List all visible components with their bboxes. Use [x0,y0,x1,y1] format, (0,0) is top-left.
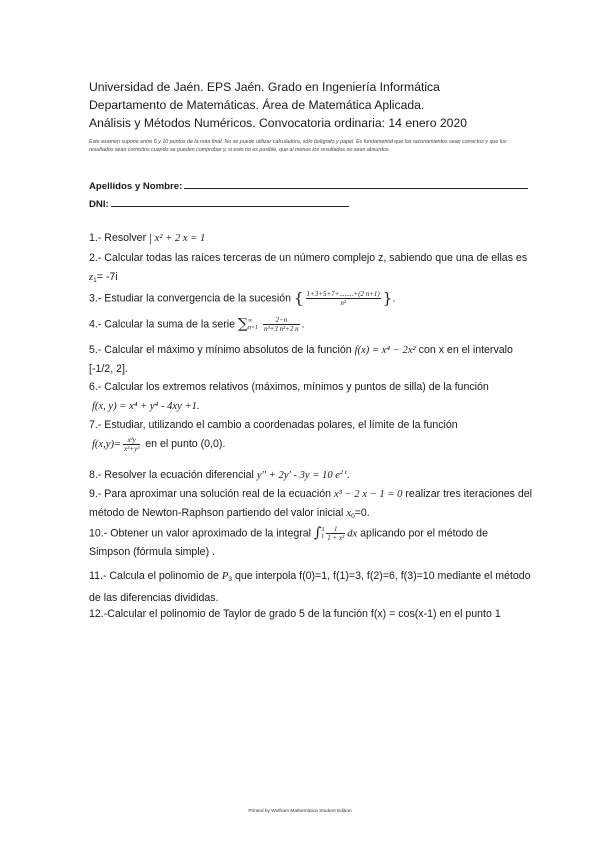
dni-label: DNI: [89,199,109,210]
header-department: Departamento de Matemáticas. Área de Matemática Aplicada. [89,98,425,112]
apellidos-field [89,179,528,192]
question-12: 12.-Calcular el polinomio de Taylor de grado 5 de la función f(x) = cos(x-1) en el punto 1 [89,608,501,620]
exam-instructions: Este examen supone entre 6 y 10 puntos de la nota final. No se puede utilizar calculadora, sólo bolígrafo y papel. Es fundamental que los razonamientos sean correctos y que los resultados sean correctos cuando se pueden comprobar y, si esto no es posible, que al menos los resultados no sean absurdos. [89,139,507,153]
q4-fraction: $\frac{2-n}{\text{n³+3 n²+2 n}}$ [264,316,299,333]
question-5: 5.- Calcular el máximo y mínimo absolutos de la función f(x) = x⁴ − 2x² con x en el intervalo [-1/2, 2]. [89,344,513,375]
question-4: 4.- Calcular la suma de la serie ∑ ∞ n=1 $\frac{2-n}{\text{n³+3 n²+2 n}}$ . [89,316,305,333]
q1-expression: x² + 2 x = 1 [154,233,206,244]
question-9: 9.- Para aproximar una solución real de la ecuación x³ − 2 x − 1 = 0 realizar tres iteraciones del método de Newton-Raphson partiendo del valor inicial $x_0=0$. [89,488,532,520]
q3-fraction: $\frac{1+3+5+7+........+(2 n+1)}{\text{n²}}$ [306,290,380,307]
question-2: 2.- Calcular todas las raíces terceras de un número complejo z, sabiendo que una de ellas es $z_1= -7i$ [89,252,528,284]
q7-fraction: $\frac{\text{x²y}}{\text{x²+y²}}$ [124,435,140,453]
header-course: Análisis y Métodos Numéricos. Convocatoria ordinaria: 14 enero 2020 [89,116,468,130]
q10-fraction: $\frac{1}{\text{1 + x²}}$ [327,525,345,542]
header-university: Universidad de Jaén. EPS Jaén. Grado en Ingeniería Informática [89,80,440,94]
dni-line[interactable] [111,197,349,207]
apellidos-line[interactable] [184,179,528,189]
question-11: 11.- Calcula el polinomio de $P_3$ que interpola f(0)=1, f(1)=3, f(2)=6, f(3)=10 mediante el método de las diferencias divididas. [89,570,531,604]
question-6: 6.- Calcular los extremos relativos (máximos, mínimos y puntos de silla) de la función f(x, y) = x⁴ + y⁴ - 4xy +1. [89,381,489,412]
question-7: 7.- Estudiar, utilizando el cambio a coordenadas polares, el límite de la función f(x,y)= $\frac{\text{x²y}}{\text{x²+y²}}$ en el punto (0,0). [89,419,458,453]
footer-note: Printed by Wolfram Mathematica Student Edition [248,809,352,814]
question-10: 10.- Obtener un valor aproximado de la integral ∫ 3 1 $\frac{1}{\text{1 + x²}}$ dx aplicando por el método de Simpson (fórmula simple) . [89,525,488,559]
dni-field [89,197,349,210]
question-1: 1.- Resolver | x² + 2 x = 1 [89,230,206,245]
question-3: 3.- Estudiar la convergencia de la sucesión { $\frac{1+3+5+7+........+(2 n+1)}{\text{n²}}$ }. [89,289,396,307]
apellidos-label: Apellidos y Nombre: [89,181,183,192]
question-8: 8.- Resolver la ecuación diferencial y'' + 2y' - 3y = 10 $e^{2 t}$. [89,469,350,481]
